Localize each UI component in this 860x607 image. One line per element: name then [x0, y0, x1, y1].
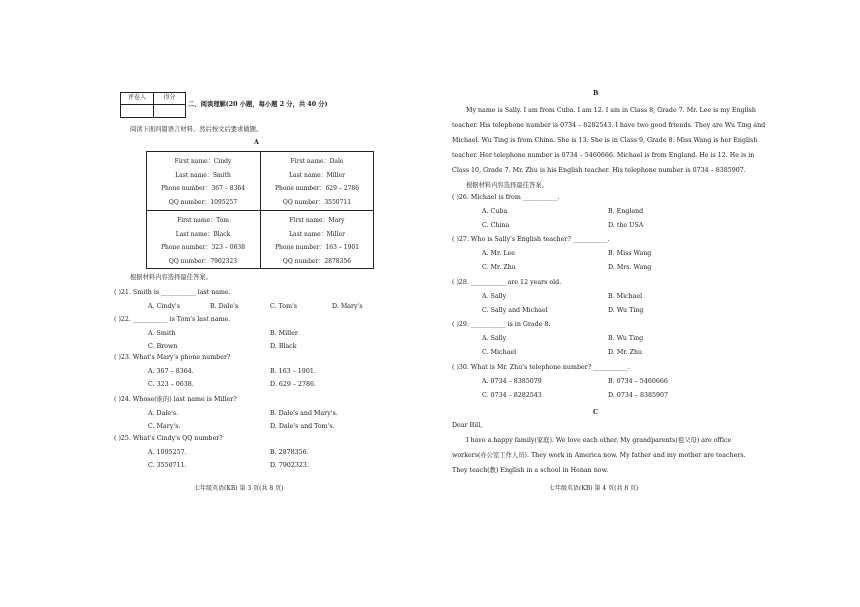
card-last-line: Last name：Smith: [175, 171, 231, 179]
passage-b-label: B: [593, 90, 599, 97]
name-card: [147, 152, 259, 209]
answer-option: B. Dale's and Mary's.: [270, 410, 338, 417]
reading-instruction: 阅读下面四篇语言材料，然后按文后要求做题。: [130, 126, 263, 133]
answer-option: D. Mr. Zhu: [608, 349, 643, 356]
answer-option: B. 0734 – 5460666: [608, 378, 668, 385]
card-qq-line: QQ number：1095257: [168, 198, 238, 206]
answer-option: A. Cuba: [482, 208, 508, 215]
answer-option: A. 367 – 8364.: [148, 368, 194, 375]
passage-b-line: Class 10, Grade 7. Mr. Zhu is his English teacher. His telephone number is 0734 – 8385907.: [452, 167, 746, 174]
question-stem: ( )24. Whose(谁的) last name is Miller?: [114, 396, 237, 403]
answer-option: D. Dale's and Tom's.: [270, 423, 335, 430]
section-title: 二、阅读理解(20 小题，每小题 2 分，共 40 分): [188, 101, 328, 108]
answer-option: C. China: [482, 222, 510, 229]
answer-option: A. Sally: [482, 293, 507, 300]
question-stem: ( )21. Smith is ___________ last name.: [114, 289, 231, 296]
score-box-score-label: 得分: [154, 93, 185, 105]
answer-option: B. Wu Ting: [608, 335, 644, 342]
answer-option: A. 0734 – 8385079: [482, 378, 542, 385]
page-footer-4: 七年级英语(KB) 第 4 页(共 8 页): [549, 485, 639, 492]
answer-option: C. Sally and Michael: [482, 307, 548, 314]
score-box: [120, 92, 186, 118]
answer-option: A. Cindy's: [148, 303, 180, 310]
name-card-table: [146, 151, 374, 269]
answer-option: A. Sally: [482, 335, 507, 342]
card-first-line: First name：Dale: [290, 158, 344, 165]
card-first-line: First name：Tom: [177, 217, 229, 224]
answer-option: C. 3550711.: [148, 462, 187, 469]
page-footer-3: 七年级英语(KB) 第 3 页(共 8 页): [194, 485, 284, 492]
question-stem: ( )25. What's Cindy's QQ number?: [114, 435, 223, 442]
name-card: [147, 211, 259, 268]
letter-line: workers(办公室工作人员). They work in America now. My father and my mother are teachers.: [452, 452, 746, 459]
card-qq-line: QQ number：7902323: [168, 257, 238, 265]
passage-b-line: teacher. His telephone number is 0734 – 8282543. I have two good friends. They are Wu Ting and: [452, 122, 766, 129]
card-qq-line: QQ number：2878356: [282, 257, 352, 265]
answer-option: C. 323 – 0638.: [148, 381, 194, 388]
answer-option: A. Smith: [148, 330, 176, 337]
card-last-line: Last name：Miller: [289, 171, 345, 179]
choose-instruction-b: 根据材料内容选择最佳答案。: [466, 182, 548, 189]
card-phone-line: Phone number：367 – 8364: [160, 185, 246, 192]
score-box-grader-cell: [121, 105, 154, 117]
card-qq-line: QQ number：3550711: [282, 198, 352, 206]
answer-option: A. Mr. Lee: [482, 250, 515, 257]
letter-line: They teach(教) English in a school in Henan now.: [452, 467, 609, 474]
question-stem: ( )27. Who is Sally's English teacher? ___________.: [452, 236, 610, 243]
card-last-line: Last name：Black: [175, 230, 231, 238]
answer-option: D. 629 – 2786.: [270, 381, 317, 388]
answer-option: C. Brown: [148, 343, 178, 350]
left-page: [108, 0, 388, 607]
name-card: [261, 211, 373, 268]
answer-option: B. Michael: [608, 293, 643, 300]
name-card: [261, 152, 373, 209]
card-phone-line: Phone number：323 – 0638: [160, 244, 246, 251]
question-stem: ( )30. What is Mr. Zhu's telephone number? ___________.: [452, 364, 630, 371]
card-first-line: First name：Cindy: [174, 158, 232, 165]
passage-c-label: C: [593, 409, 599, 416]
answer-option: D. Black: [270, 343, 297, 350]
question-stem: ( )29. ___________ is in Grade 8.: [452, 321, 551, 328]
answer-option: B. 2878356.: [270, 449, 309, 456]
card-phone-line: Phone number：629 – 2786: [274, 185, 360, 192]
answer-option: B. 163 – 1901.: [270, 368, 316, 375]
passage-b-line: teacher. Her telephone number is 0734 – 5460666. Michael is from England. He is 12. He is in: [452, 152, 755, 159]
answer-option: D. Mary's: [332, 303, 363, 310]
answer-option: B. Miss Wang: [608, 250, 652, 257]
question-stem: ( )28. ___________ are 12 years old.: [452, 279, 562, 286]
passage-a-label: A: [254, 139, 259, 146]
answer-option: C. 0734 – 8282543: [482, 392, 542, 399]
letter-line: I have a happy family(家庭). We love each other. My grandparents(祖父母) are office: [466, 437, 732, 444]
card-phone-line: Phone number：163 – 1901: [274, 244, 360, 251]
answer-option: D. Wu Ting: [608, 307, 644, 314]
score-box-grader-label: 评卷人: [121, 93, 154, 105]
answer-option: C. Michael: [482, 349, 517, 356]
card-first-line: First name：Mary: [289, 217, 345, 224]
answer-option: C. Mr. Zhu: [482, 264, 516, 271]
answer-option: C. Mary's.: [148, 423, 181, 430]
question-stem: ( )23. What's Mary's phone number?: [114, 354, 231, 361]
card-last-line: Last name：Miller: [289, 230, 345, 238]
question-stem: ( )22. ___________ is Tom's last name.: [114, 316, 231, 323]
answer-option: D. 7902323.: [270, 462, 309, 469]
answer-option: A. 1095257.: [148, 449, 187, 456]
answer-option: D. Mrs. Wang: [608, 264, 652, 271]
answer-option: B. Dale's: [210, 303, 239, 310]
letter-greeting: Dear Bill,: [452, 422, 483, 429]
passage-b-line: My name is Sally. I am from Cuba. I am 12. I am in Class 8, Grade 7. Mr. Lee is my English: [466, 107, 756, 114]
answer-option: C. Tom's: [270, 303, 298, 310]
question-stem: ( )26. Michael is from ___________.: [452, 194, 560, 201]
answer-option: A. Dale's.: [148, 410, 179, 417]
answer-option: B. Miller: [270, 330, 298, 337]
answer-option: D. 0734 – 8385907: [608, 392, 669, 399]
answer-option: D. the USA: [608, 222, 644, 229]
choose-instruction-a: 根据材料内容选择最佳答案。: [130, 274, 212, 281]
answer-option: B. England: [608, 208, 644, 215]
right-page: [452, 0, 777, 607]
passage-b-line: Michael. Wu Ting is from China. She is 13. She is in Class 9, Grade 8. Miss Wang is her English: [452, 137, 758, 144]
